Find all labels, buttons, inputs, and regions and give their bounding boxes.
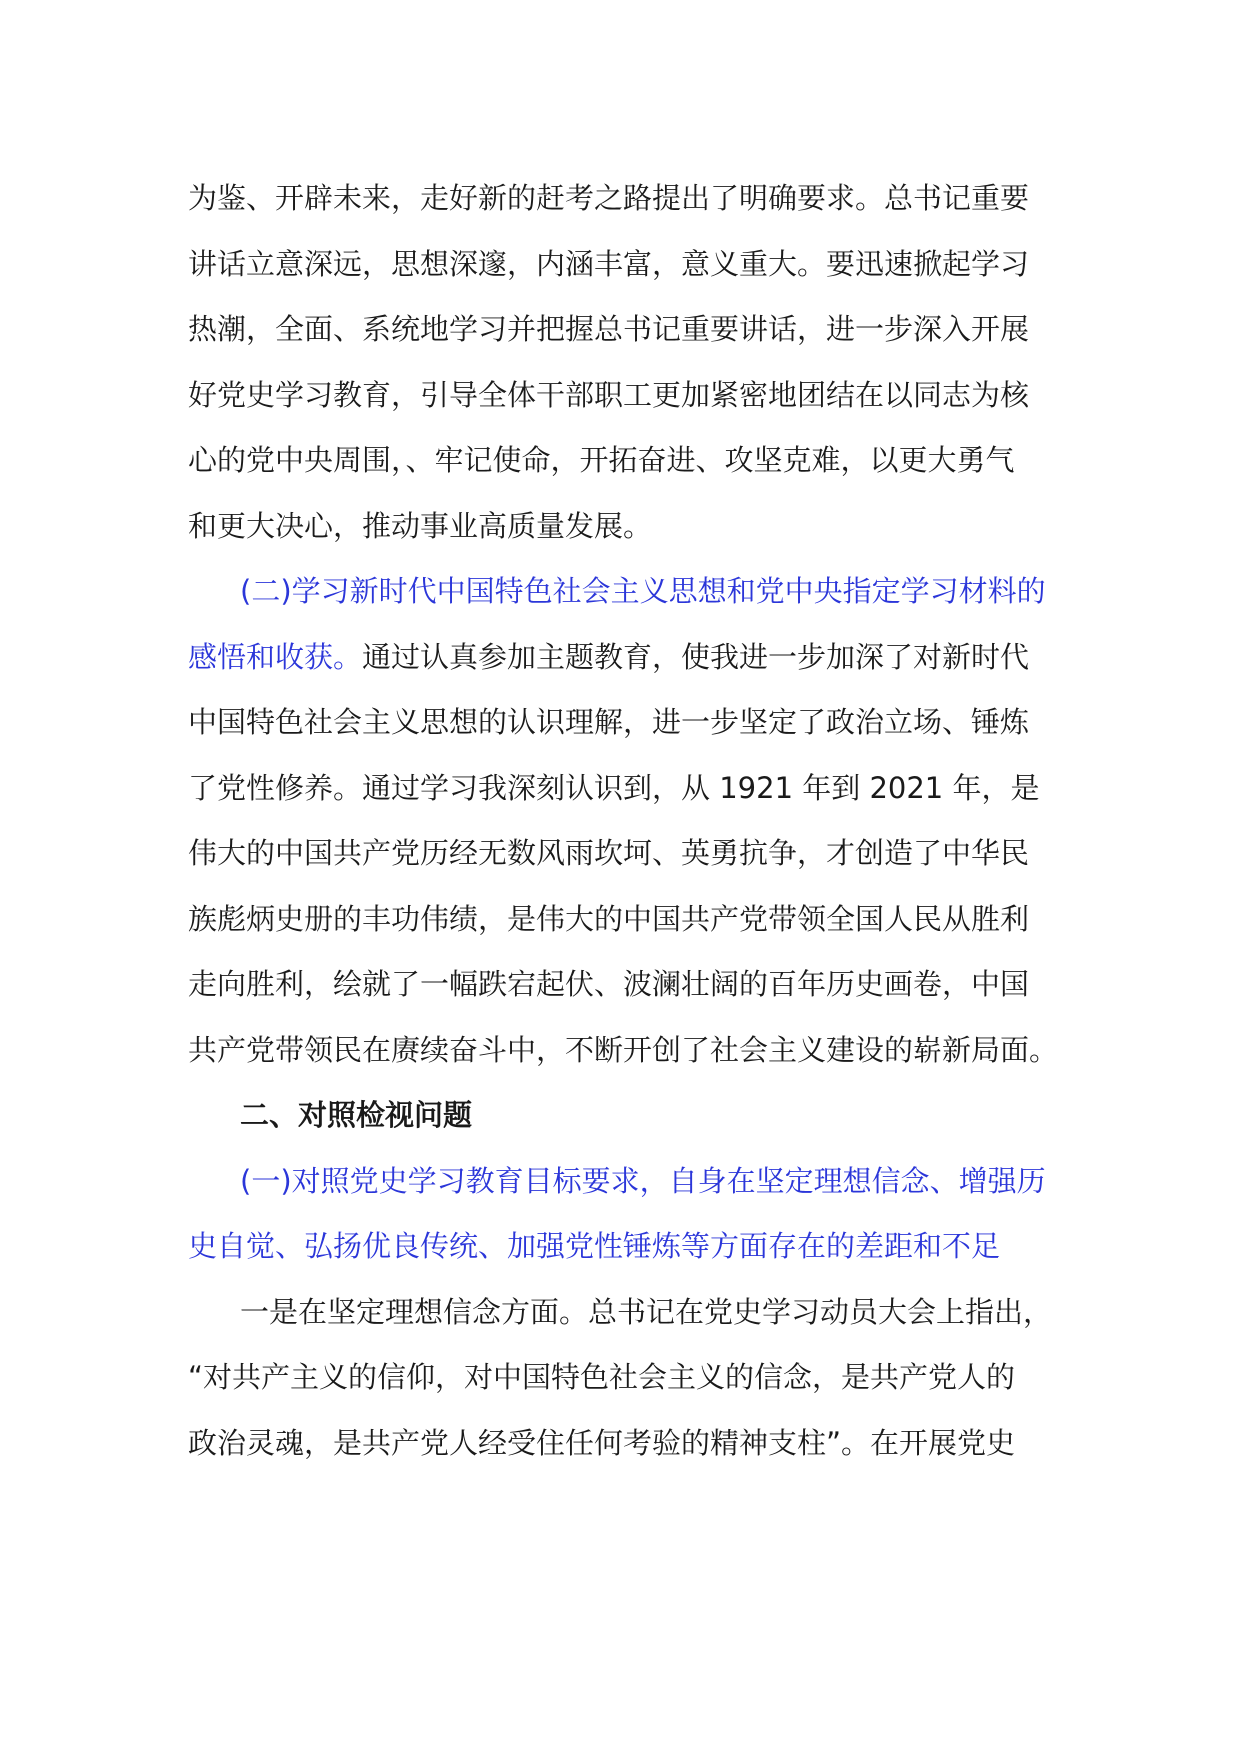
- paragraph-1-line-5: 心的党中央周围，、牢记使命，开拓奋进、攻坚克难，以更大勇气: [188, 443, 1015, 477]
- document-body: [188, 166, 1058, 1476]
- subheading-2-line-1: (二)学习新时代中国特色社会主义思想和党中央指定学习材料的: [240, 574, 1046, 608]
- paragraph-2-line-7: 走向胜利，绘就了一幅跌宕起伏、波澜壮阔的百年历史画卷，中国: [188, 967, 1030, 1001]
- paragraph-2-line-5: 伟大的中国共产党历经无数风雨坎坷、英勇抗争，才创造了中华民: [188, 836, 1030, 870]
- paragraph-2-line-8: 共产党带领民在赓续奋斗中，不断开创了社会主义建设的崭新局面。: [188, 1032, 1059, 1067]
- paragraph-2-line-4: 了党性修养。通过学习我深刻认识到，从 1921 年到 2021 年，是: [188, 770, 1040, 805]
- paragraph-2-line-2: [188, 625, 1058, 691]
- paragraph-1-line-4: 好党史学习教育，引导全体干部职工更加紧密地团结在以同志为核: [188, 377, 1030, 412]
- paragraph-2-line-3: 中国特色社会主义思想的认识理解，进一步坚定了政治立场、锤炼: [188, 705, 1030, 739]
- paragraph-1-line-6: 和更大决心，推动事业高质量发展。: [188, 508, 653, 543]
- paragraph-4-line-2: “对共产主义的信仰，对中国特色社会主义的信念，是共产党人的: [188, 1360, 1016, 1394]
- paragraph-4-line-1: 一是在坚定理想信念方面。总书记在党史学习动员大会上指出，: [240, 1294, 1053, 1329]
- paragraph-1-line-3: 热潮，全面、系统地学习并把握总书记重要讲话，进一步深入开展: [188, 312, 1030, 346]
- paragraph-4-line-3: 政治灵魂，是共产党人经受住任何考验的精神支柱”。在开展党史: [188, 1425, 1016, 1460]
- paragraph-2-line-6: 族彪炳史册的丰功伟绩，是伟大的中国共产党带领全国人民从胜利: [188, 901, 1030, 936]
- paragraph-2-line-2-rest: 通过认真参加主题教育，使我进一步加深了对新时代: [362, 639, 1030, 674]
- subheading-3-line-1: (一)对照党史学习教育目标要求，自身在坚定理想信念、增强历: [240, 1163, 1046, 1198]
- paragraph-1-line-1: 为鉴、开辟未来，走好新的赶考之路提出了明确要求。总书记重要: [188, 181, 1030, 215]
- subheading-2-line-2: 感悟和收获。: [188, 639, 363, 674]
- paragraph-1-line-2: 讲话立意深远，思想深邃，内涵丰富，意义重大。要迅速掀起学习: [188, 246, 1030, 281]
- subheading-3-line-2: 史自觉、弘扬优良传统、加强党性锤炼等方面存在的差距和不足: [188, 1229, 1001, 1263]
- section-heading: 二、对照检视问题: [240, 1098, 473, 1132]
